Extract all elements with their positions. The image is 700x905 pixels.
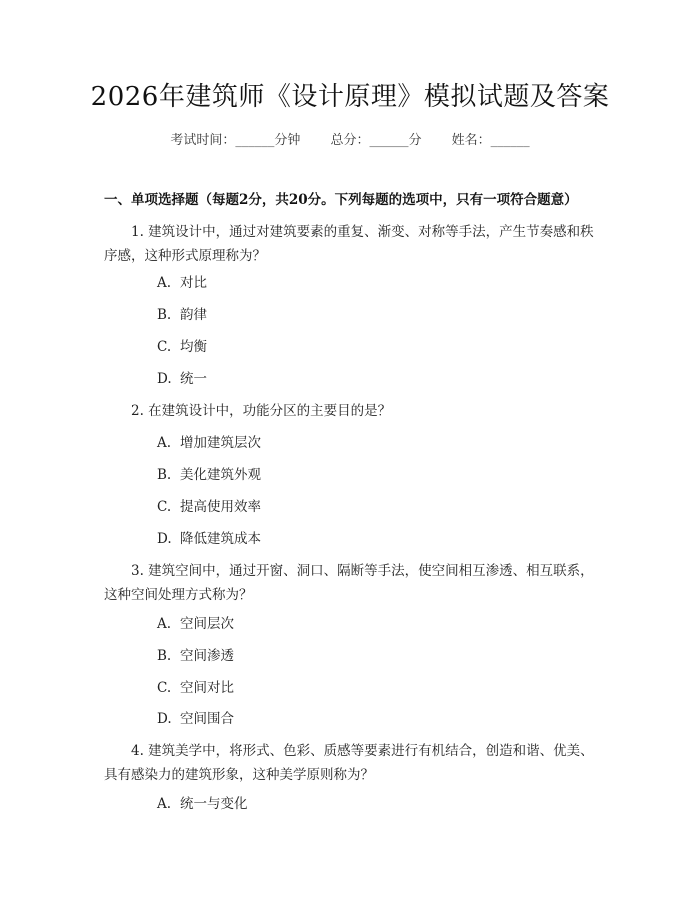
option-text: 对比	[180, 275, 207, 291]
option-letter: B.	[157, 307, 172, 323]
option-item	[157, 337, 207, 357]
option-item	[157, 529, 261, 549]
option-text: 统一与变化	[180, 796, 248, 812]
option-text: 空间层次	[180, 616, 234, 632]
option-letter: D.	[157, 711, 172, 727]
option-item	[157, 305, 207, 325]
option-item	[157, 794, 248, 814]
question-2	[104, 399, 596, 423]
exam-time-field: 考试时间：______分钟	[170, 133, 301, 148]
option-letter: D.	[157, 531, 172, 547]
option-text: 空间围合	[180, 711, 234, 727]
option-letter: A.	[157, 616, 172, 632]
option-text: 降低建筑成本	[180, 531, 261, 547]
option-letter: C.	[157, 499, 172, 515]
option-item	[157, 646, 234, 666]
question-stem: 4. 建筑美学中，将形式、色彩、质感等要素进行有机结合，创造和谐、优美、具有感染力的建筑形象，这种美学原则称为？	[104, 743, 594, 783]
option-letter: A.	[157, 275, 172, 291]
option-letter: B.	[157, 467, 172, 483]
name-field: 姓名：______	[451, 133, 530, 148]
option-text: 提高使用效率	[180, 499, 261, 515]
question-stem: 2. 在建筑设计中，功能分区的主要目的是？	[131, 403, 392, 419]
option-item	[157, 678, 234, 698]
section-heading: 一、单项选择题（每题2分，共20分。下列每题的选项中，只有一项符合题意）	[104, 192, 578, 208]
option-letter: B.	[157, 648, 172, 664]
question-stem: 3. 建筑空间中，通过开窗、洞口、隔断等手法，使空间相互渗透、相互联系，这种空间处理方式称为？	[104, 563, 594, 603]
option-text: 美化建筑外观	[180, 467, 261, 483]
question-3	[104, 559, 596, 607]
option-text: 增加建筑层次	[180, 435, 261, 451]
question-stem: 1. 建筑设计中，通过对建筑要素的重复、渐变、对称等手法，产生节奏感和秩序感，这种形式原理称为？	[104, 224, 594, 264]
page-title: 2026年建筑师《设计原理》模拟试题及答案	[90, 82, 610, 112]
option-letter: A.	[157, 435, 172, 451]
question-4	[104, 739, 596, 787]
option-text: 空间渗透	[180, 648, 234, 664]
option-text: 韵律	[180, 307, 207, 323]
option-letter: C.	[157, 680, 172, 696]
option-letter: A.	[157, 796, 172, 812]
question-1	[104, 220, 596, 268]
option-item	[157, 497, 261, 517]
option-item	[157, 369, 207, 389]
option-letter: C.	[157, 339, 172, 355]
option-item	[157, 465, 261, 485]
total-score-field: 总分：______分	[330, 133, 422, 148]
option-item	[157, 614, 234, 634]
option-text: 空间对比	[180, 680, 234, 696]
option-text: 统一	[180, 371, 207, 387]
option-text: 均衡	[180, 339, 207, 355]
option-item	[157, 433, 261, 453]
exam-meta-line	[0, 131, 700, 151]
option-letter: D.	[157, 371, 172, 387]
option-item	[157, 709, 234, 729]
option-item	[157, 273, 207, 293]
